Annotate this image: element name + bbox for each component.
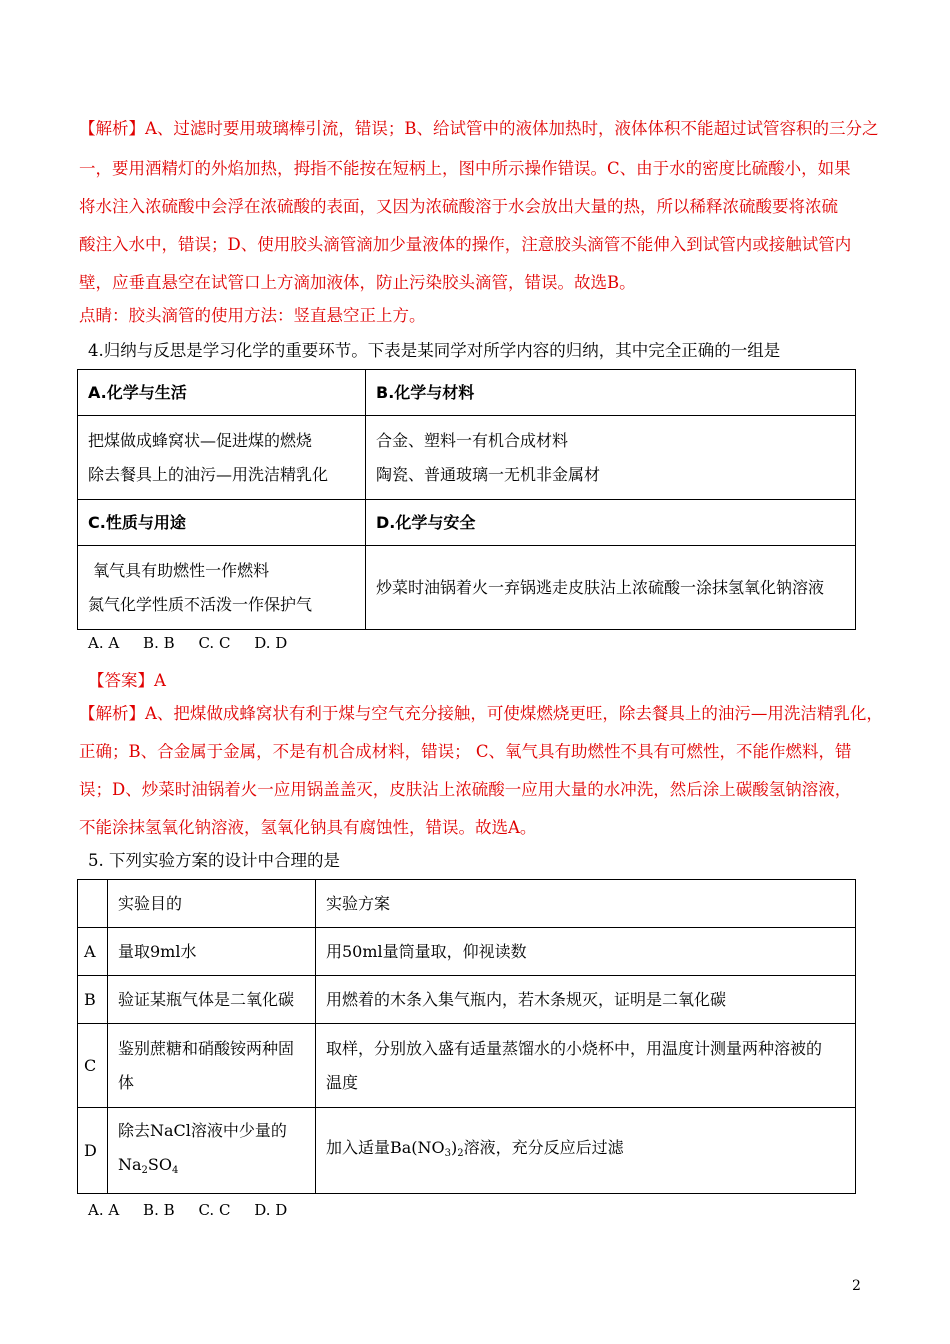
- q5-c-plan-line1: 取样，分别放入盛有适量蒸馏水的小烧杯中，用温度计测量两种溶被的: [326, 1038, 823, 1058]
- q5-options: A. A B. B C. C D. D: [88, 1201, 288, 1219]
- q3-analysis-line: 将水注入浓硫酸中会浮在浓硫酸的表面，又因为浓硫酸溶于水会放出大量的热，所以稀释浓硫酸要将浓硫: [79, 197, 838, 216]
- q3-analysis-line: 酸注入水中，错误；D、使用胶头滴管滴加少量液体的操作，注意胶头滴管不能伸入到试管内或接触试管内: [79, 235, 852, 254]
- q5-c-goal-line2: 体: [118, 1072, 135, 1092]
- q5-row-key: A: [78, 928, 108, 976]
- q4-cell-d-title: D.化学与安全: [366, 500, 856, 546]
- q5-d-goal-line1: 除去NaCl溶液中少量的: [118, 1120, 287, 1140]
- q4-options: A. A B. B C. C D. D: [88, 634, 288, 652]
- q4-c-line2: 氮气化学性质不活泼一作保护气: [88, 594, 313, 614]
- q4-answer: 【答案】A: [88, 671, 166, 690]
- q5-row-key: C: [78, 1024, 108, 1108]
- q3-analysis-line: 壁，应垂直悬空在试管口上方滴加液体，防止污染胶头滴管，错误。故选B。: [79, 273, 636, 292]
- q4-c-line1: 氧气具有助燃性一作燃料: [88, 560, 270, 580]
- q3-tip: 点睛：胶头滴管的使用方法：竖直悬空正上方。: [79, 306, 426, 325]
- q5-table: [77, 879, 856, 1194]
- q4-b-line2: 陶瓷、普通玻璃一无机非金属材: [376, 464, 601, 484]
- q5-header-goal: 实验目的: [108, 880, 316, 928]
- q5-row-plan: [316, 1024, 856, 1108]
- q5-row-plan: 加入适量$Ba(NO_3)_2$溶液，充分反应后过滤: [316, 1108, 856, 1194]
- page-number: 2: [852, 1278, 861, 1294]
- q4-a-line2: 除去餐具上的油污—用洗洁精乳化: [88, 464, 329, 484]
- q4-cell-b-title: B.化学与材料: [366, 370, 856, 416]
- q5-row-plan: 用燃着的木条入集气瓶内，若木条规灭，证明是二氧化碳: [316, 976, 856, 1024]
- q4-cell-d-body: [366, 546, 856, 630]
- q3-analysis-line: 一，要用酒精灯的外焰加热，拇指不能按在短柄上，图中所示操作错误。C、由于水的密度比硫酸小，如果: [79, 159, 851, 178]
- q5-c-plan-line2: 温度: [326, 1072, 359, 1092]
- q4-cell-c-title: C.性质与用途: [78, 500, 366, 546]
- q4-stem: 4.归纳与反思是学习化学的重要环节。下表是某同学对所学内容的归纳，其中完全正确的一组是: [88, 341, 781, 360]
- q5-row-key: B: [78, 976, 108, 1024]
- q4-a-line1: 把煤做成蜂窝状—促进煤的燃烧: [88, 430, 313, 450]
- q4-analysis-line: 【解析】A、把煤做成蜂窝状有利于煤与空气充分接触，可使煤燃烧更旺，除去餐具上的油污—用洗洁精乳化，: [79, 704, 883, 723]
- q4-cell-b-body: [366, 416, 856, 500]
- q5-row-goal: [108, 1108, 316, 1194]
- q5-c-goal-line1: 鉴别蔗糖和硝酸铵两种固: [118, 1038, 295, 1058]
- q4-cell-c-body: [78, 546, 366, 630]
- q4-d-line1: 炒菜时油锅着火一弃锅逃走皮肤沾上浓硫酸一涂抹氢氧化钠溶液: [376, 577, 825, 597]
- q3-analysis-line: 【解析】A、过滤时要用玻璃棒引流，错误；B、给试管中的液体加热时，液体体积不能超过试管容积的三分之: [79, 119, 879, 138]
- q4-analysis-line: 不能涂抹氢氧化钠溶液，氢氧化钠具有腐蚀性，错误。故选A。: [79, 818, 537, 837]
- q5-row-plan: 用50ml量筒量取，仰视读数: [316, 928, 856, 976]
- q4-cell-a-title: A.化学与生活: [78, 370, 366, 416]
- q5-header-blank: [78, 880, 108, 928]
- q5-stem: 5. 下列实验方案的设计中合理的是: [88, 851, 340, 870]
- q5-row-goal: [108, 1024, 316, 1108]
- q5-row-key: D: [78, 1108, 108, 1194]
- q4-analysis-line: 正确；B、合金属于金属，不是有机合成材料，错误； C、氧气具有助燃性不具有可燃性，不能作燃料，错: [79, 742, 852, 761]
- q5-d-goal-line2: $Na_2SO_4$: [118, 1154, 179, 1176]
- q5-row-goal: 量取9ml水: [108, 928, 316, 976]
- q4-table: [77, 369, 856, 630]
- q4-analysis-line: 误；D、炒菜时油锅着火一应用锅盖盖灭，皮肤沾上浓硫酸一应用大量的水冲洗，然后涂上碳酸氢钠溶液，: [79, 780, 852, 799]
- q5-row-goal: 验证某瓶气体是二氧化碳: [108, 976, 316, 1024]
- q5-header-plan: 实验方案: [316, 880, 856, 928]
- q4-b-line1: 合金、塑料一有机合成材料: [376, 430, 569, 450]
- q4-cell-a-body: [78, 416, 366, 500]
